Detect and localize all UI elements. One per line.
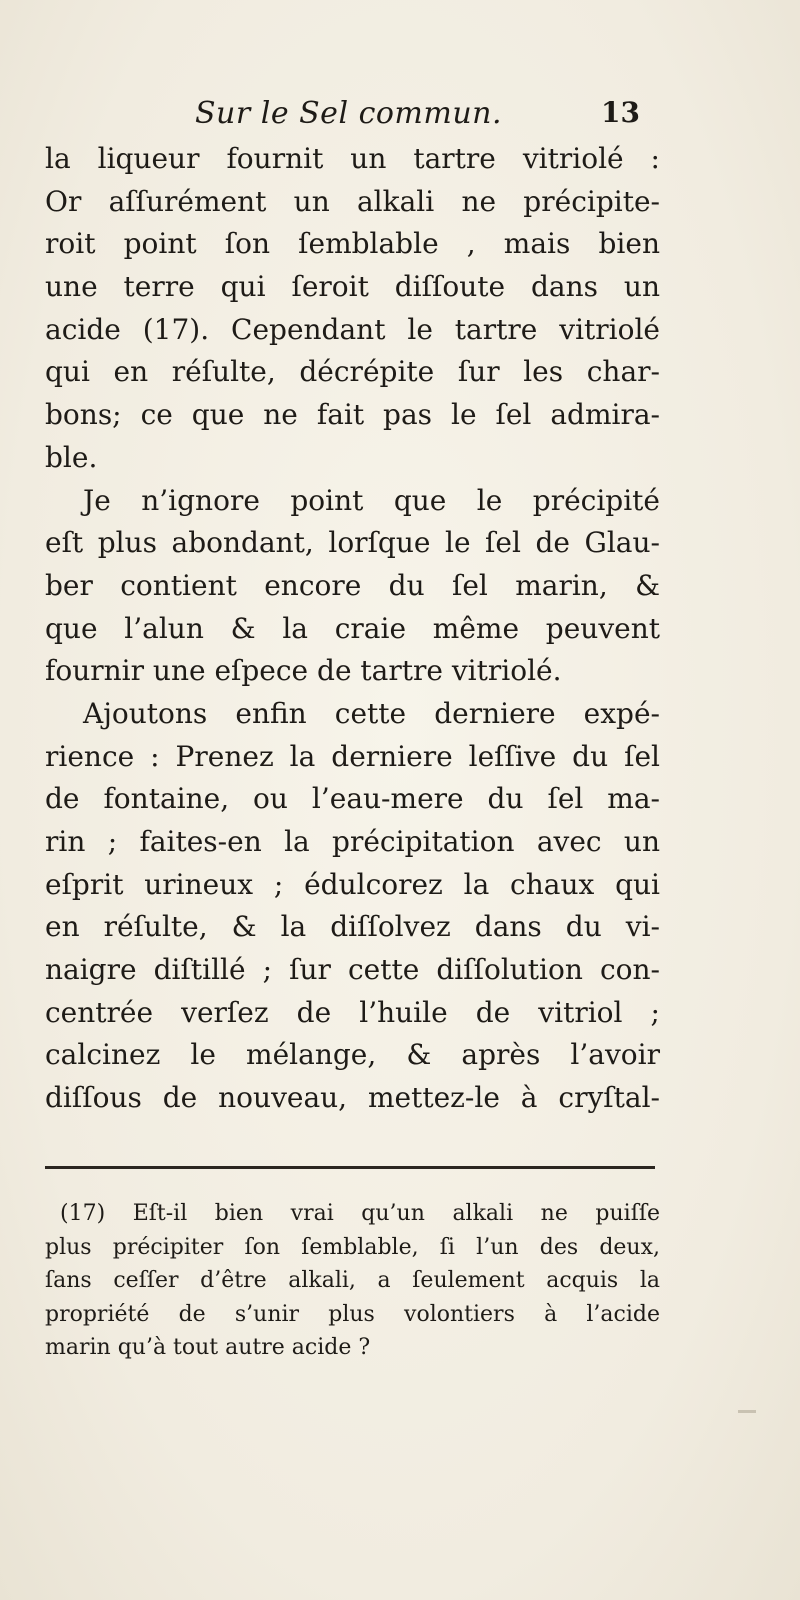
text-line: Ajoutons enfin cette derniere expé- — [83, 696, 660, 730]
text-line: ber contient encore du ſel marin, & — [45, 568, 660, 602]
text-line: que l’alun & la craie même peuvent — [45, 611, 660, 645]
text-line: de fontaine, ou l’eau-mere du ſel ma- — [45, 782, 660, 816]
running-title: Sur le Sel commun. — [195, 96, 503, 131]
page-header — [195, 96, 640, 140]
footnote-line: (17) Eſt-il bien vrai qu’un alkali ne puiſſe — [60, 1201, 660, 1226]
text-line: Or aſſurément un alkali ne précipite- — [45, 184, 660, 218]
footnote-separator-rule — [45, 1166, 655, 1169]
footnote — [45, 1197, 660, 1365]
text-line: diſſous de nouveau, mettez-le à cryſtal- — [45, 1081, 660, 1115]
footnote-line: propriété de s’unir plus volontiers à l’acide — [45, 1301, 660, 1327]
text-line: calcinez le mélange, & après l’avoir — [45, 1038, 660, 1072]
text-line: Je n’ignore point que le précipité — [83, 483, 660, 517]
main-text — [45, 138, 660, 1120]
text-line: centrée verſez de l’huile de vitriol ; — [45, 995, 660, 1029]
text-line: une terre qui ſeroit diſſoute dans un — [45, 270, 660, 304]
text-line: ble. — [45, 440, 98, 474]
footnote-line: ſans ceſſer d’être alkali, a ſeulement acquis la — [45, 1268, 660, 1293]
text-line: bons; ce que ne fait pas le ſel admira- — [45, 398, 660, 432]
text-line: eſprit urineux ; édulcorez la chaux qui — [45, 867, 660, 901]
text-line: eſt plus abondant, lorſque le ſel de Glau- — [45, 526, 660, 560]
text-line: rience : Prenez la derniere leſſive du ſel — [45, 739, 660, 773]
text-line: acide (17). Cependant le tartre vitriolé — [45, 312, 660, 346]
ink-smudge — [738, 1410, 756, 1413]
text-line: en réſulte, & la diſſolvez dans du vi- — [45, 910, 660, 944]
text-line: qui en réſulte, décrépite ſur les char- — [45, 355, 660, 389]
text-line: naigre diſtillé ; ſur cette diſſolution con- — [45, 953, 660, 987]
page-number: 13 — [601, 96, 640, 129]
footnote-line: marin qu’à tout autre acide ? — [45, 1335, 371, 1360]
text-line: fournir une eſpece de tartre vitriolé. — [45, 654, 562, 688]
text-line: rin ; faites-en la précipitation avec un — [45, 825, 660, 858]
text-line: roit point ſon ſemblable , mais bien — [45, 227, 660, 261]
footnote-line: plus précipiter ſon ſemblable, ſi l’un des deux, — [45, 1234, 660, 1260]
text-line: la liqueur fournit un tartre vitriolé : — [45, 142, 660, 175]
